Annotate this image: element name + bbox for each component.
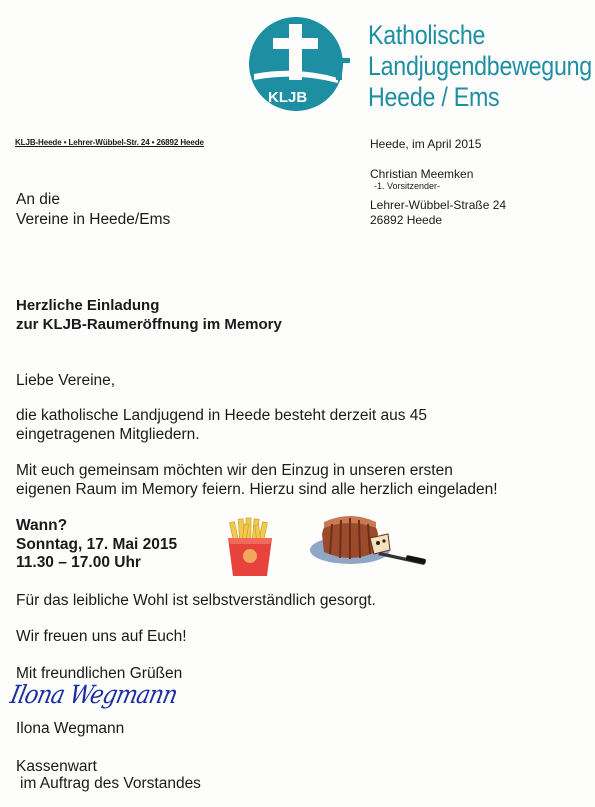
contact-street: Lehrer-Wübbel-Straße 24 [370,198,507,212]
place-date: Heede, im April 2015 [370,137,482,151]
logo-text: KLJB [268,89,308,106]
when-time: 11.30 – 17.00 Uhr [16,554,141,571]
org-line-3: Heede / Ems [368,82,500,112]
signer-role: Kassenwart [16,758,97,775]
recipient-line-1: An die [16,191,60,208]
food-note: Für das leibliche Wohl ist selbstverständlich gesorgt. [16,592,376,609]
signer-note: im Auftrag des Vorstandes [20,775,201,792]
looking-forward: Wir freuen uns auf Euch! [16,628,187,645]
french-fries-icon [222,516,278,578]
salutation: Liebe Vereine, [16,372,116,389]
paragraph-1-line-2: eingetragenen Mitgliedern. [16,426,200,443]
recipient-line-2: Vereine in Heede/Ems [16,211,171,228]
closing: Mit freundlichen Grüßen [16,665,183,682]
organization-name [368,20,592,113]
paragraph-2-line-1: Mit euch gemeinsam möchten wir den Einzug in unseren ersten [16,462,453,479]
sender-line: KLJB-Heede • Lehrer-Wübbel-Str. 24 • 26892 Heede [15,138,204,147]
paragraph-2-line-2: eigenen Raum im Memory feiern. Hierzu sind alle herzlich eingeladen! [16,481,498,498]
when-label: Wann? [16,517,68,534]
when-date: Sonntag, 17. Mai 2015 [16,536,178,553]
signer-name: Ilona Wegmann [16,720,125,737]
subject-line-1: Herzliche Einladung [16,297,160,314]
subject-line-2: zur KLJB-Raumeröffnung im Memory [16,316,282,333]
bundt-cake-icon [310,512,428,570]
handwritten-signature: Ilona Wegmann [7,680,180,709]
kljb-logo [246,14,358,114]
org-line-2: Landjugendbewegung [368,51,592,81]
contact-role: -1. Vorsitzender- [374,181,441,191]
contact-name: Christian Meemken [370,167,474,181]
paragraph-1-line-1: die katholische Landjugend in Heede besteht derzeit aus 45 [16,407,428,424]
contact-city: 26892 Heede [370,213,443,227]
org-line-1: Katholische [368,20,486,50]
